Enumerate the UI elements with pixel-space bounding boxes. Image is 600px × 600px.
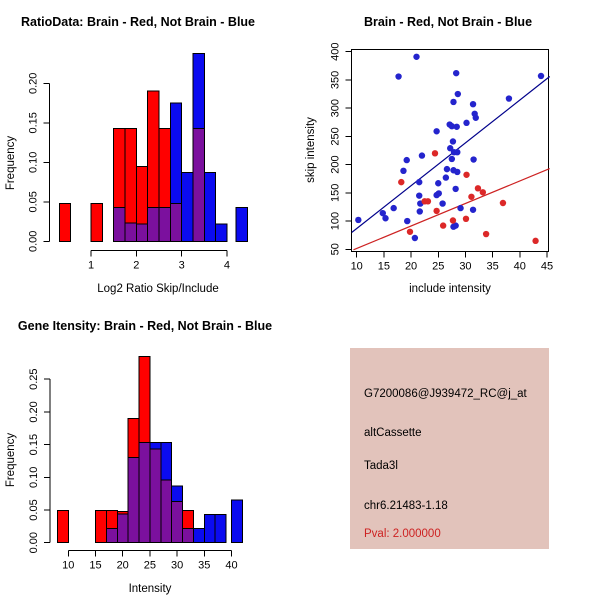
scatter-point (454, 149, 460, 155)
x-tick-label: 25 (432, 260, 445, 273)
histogram-bar (232, 500, 243, 543)
scatter-point (468, 194, 474, 200)
histogram-bar-overlap (114, 207, 125, 241)
scatter-point (425, 198, 431, 204)
y-tick-label: 250 (329, 127, 342, 146)
scatter-point (449, 156, 455, 162)
scatter-point (400, 168, 406, 174)
scatter-xlabel: include intensity (409, 283, 491, 295)
ratio-histogram-panel (0, 0, 300, 300)
ratio-hist-title: RatioData: Brain - Red, Not Brain - Blue (20, 15, 256, 29)
x-tick-label: 45 (540, 260, 554, 273)
y-tick-label: 50 (329, 243, 342, 256)
probeset-id: G7200086@J939472_RC@j_at (364, 388, 527, 400)
histogram-bar-overlap (148, 207, 159, 241)
scatter-point (433, 208, 439, 214)
scatter-point (417, 208, 423, 214)
histogram-bar (139, 356, 150, 442)
scatter-point (413, 54, 419, 60)
histogram-bar-overlap (170, 203, 181, 241)
y-tick-label: 100 (329, 211, 342, 231)
scatter-point (404, 157, 410, 163)
y-tick-label: 0.20 (28, 401, 40, 423)
histogram-bar-overlap (161, 480, 172, 543)
genome-location: chr6.21483-1.18 (364, 500, 448, 512)
x-tick-label: 4 (223, 259, 231, 272)
scatter-point (454, 169, 460, 175)
x-tick-label: 15 (89, 559, 102, 572)
scatter-point (439, 200, 445, 206)
scatter-point (436, 190, 442, 196)
y-tick-label: 0.15 (27, 112, 40, 134)
histogram-bar (161, 443, 172, 480)
histogram-bar (128, 418, 139, 457)
scatter-point (404, 218, 410, 224)
histogram-bar-overlap (117, 514, 128, 543)
ratio-hist-ylabel: Frequency (5, 135, 17, 191)
scatter-point (470, 101, 476, 107)
y-tick-label: 0.10 (27, 151, 40, 174)
scatter-point (470, 156, 476, 162)
gene-hist-xlabel: Intensity (128, 583, 172, 595)
y-tick-label: 150 (329, 183, 342, 203)
x-tick-label: 40 (513, 260, 526, 273)
scatter-point (416, 179, 422, 185)
x-tick-label: 35 (486, 260, 499, 273)
scatter-point (463, 172, 469, 178)
y-tick-label: 0.00 (27, 230, 40, 253)
histogram-bar-overlap (183, 528, 194, 542)
histogram-bar (114, 128, 125, 207)
histogram-bar (216, 224, 227, 241)
y-tick-label: 0.20 (27, 72, 40, 95)
scatter-point (480, 189, 486, 195)
scatter-point (432, 150, 438, 156)
histogram-bar (193, 528, 204, 542)
histogram-bar-overlap (159, 207, 170, 241)
x-tick-label: 10 (350, 260, 363, 273)
histogram-bar (204, 173, 215, 242)
histogram-bar-overlap (172, 501, 183, 542)
histogram-bar (182, 173, 193, 242)
scatter-point (453, 70, 459, 76)
scatter-point (450, 99, 456, 105)
scatter-point (407, 229, 413, 235)
scatter-title: Brain - Red, Not Brain - Blue (363, 15, 533, 29)
y-tick-label: 0.25 (28, 368, 40, 390)
scatter-point (483, 231, 489, 237)
scatter-point (452, 186, 458, 192)
x-tick-label: 35 (198, 559, 211, 572)
scatter-point (444, 166, 450, 172)
histogram-bar (193, 53, 204, 128)
histogram-bar (96, 511, 107, 543)
gene-symbol: Tada3l (364, 460, 398, 472)
scatter-point (443, 174, 449, 180)
y-tick-label: 350 (329, 70, 342, 90)
y-tick-label: 0.00 (28, 531, 40, 554)
scatter-point (457, 205, 463, 211)
y-tick-label: 200 (329, 155, 342, 174)
histogram-bar (148, 91, 159, 207)
x-tick-label: 20 (116, 559, 129, 572)
x-tick-label: 1 (87, 259, 95, 272)
x-tick-label: 30 (170, 559, 184, 572)
ratio-hist-xlabel: Log2 Ratio Skip/Include (97, 283, 219, 295)
histogram-bar (170, 103, 181, 203)
y-tick-label: 0.05 (28, 499, 40, 521)
ratio-hist-plot-area (28, 53, 248, 271)
y-tick-label: 0.15 (28, 433, 40, 456)
gene-info-box (350, 348, 549, 549)
histogram-bar-overlap (106, 528, 117, 542)
histogram-bar (236, 207, 247, 241)
scatter-point (440, 222, 446, 228)
histogram-bar (125, 128, 136, 223)
x-tick-label: 15 (377, 260, 391, 273)
gene-hist-ylabel: Frequency (5, 432, 17, 488)
histogram-bar (183, 511, 194, 529)
intensity-scatter-panel (300, 0, 600, 300)
pval-text: Pval: 2.000000 (364, 528, 441, 540)
x-tick-label: 40 (225, 559, 238, 572)
scatter-point (532, 238, 538, 244)
x-tick-label: 10 (62, 559, 75, 572)
x-tick-label: 30 (459, 260, 472, 273)
gene-hist-title: Gene Itensity: Brain - Red, Not Brain - Blue (17, 319, 273, 333)
scatter-point (416, 192, 422, 198)
histogram-bar-overlap (128, 458, 139, 543)
gene-hist-plot-area (28, 356, 242, 571)
scatter-point (382, 215, 388, 221)
scatter-point (390, 205, 396, 211)
event-type: altCassette (364, 427, 422, 439)
histogram-bar (172, 486, 183, 502)
histogram-bar (117, 511, 128, 514)
scatter-point (355, 217, 361, 223)
scatter-point (455, 91, 461, 97)
histogram-bar-overlap (136, 224, 147, 241)
histogram-bar-overlap (139, 443, 150, 543)
histogram-bar (204, 515, 215, 543)
y-tick-label: 300 (329, 98, 342, 118)
scatter-point (454, 124, 460, 130)
scatter-ylabel: skip intensity (305, 117, 317, 183)
x-tick-label: 3 (178, 259, 185, 272)
histogram-bar (150, 443, 161, 450)
histogram-bar-overlap (125, 223, 136, 241)
scatter-point (463, 216, 469, 222)
scatter-point (463, 120, 469, 126)
histogram-bar (57, 511, 68, 543)
scatter-point (506, 95, 512, 101)
gene-intensity-histogram-panel (0, 300, 300, 600)
scatter-point (395, 73, 401, 79)
scatter-point (470, 207, 476, 213)
histogram-bar (106, 511, 117, 529)
histogram-bar (136, 166, 147, 224)
histogram-bar-overlap (150, 449, 161, 543)
x-tick-label: 20 (404, 260, 418, 273)
y-tick-label: 0.05 (27, 191, 40, 213)
scatter-point (433, 128, 439, 134)
y-tick-label: 400 (329, 42, 342, 61)
histogram-bar (59, 203, 70, 241)
histogram-bar-overlap (193, 128, 204, 241)
x-tick-label: 2 (133, 259, 140, 272)
histogram-bar (91, 203, 102, 241)
scatter-point (500, 200, 506, 206)
scatter-point (538, 73, 544, 79)
scatter-point (398, 179, 404, 185)
x-tick-label: 25 (143, 559, 157, 572)
y-tick-label: 0.10 (28, 466, 40, 489)
scatter-point (435, 180, 441, 186)
scatter-point (412, 235, 418, 241)
scatter-point (419, 152, 425, 158)
histogram-bar (159, 128, 170, 207)
scatter-point (473, 115, 479, 121)
scatter-point (450, 217, 456, 223)
fit-line (353, 169, 549, 250)
scatter-plot-area (330, 43, 554, 273)
histogram-bar (215, 515, 226, 543)
scatter-point (450, 138, 456, 144)
